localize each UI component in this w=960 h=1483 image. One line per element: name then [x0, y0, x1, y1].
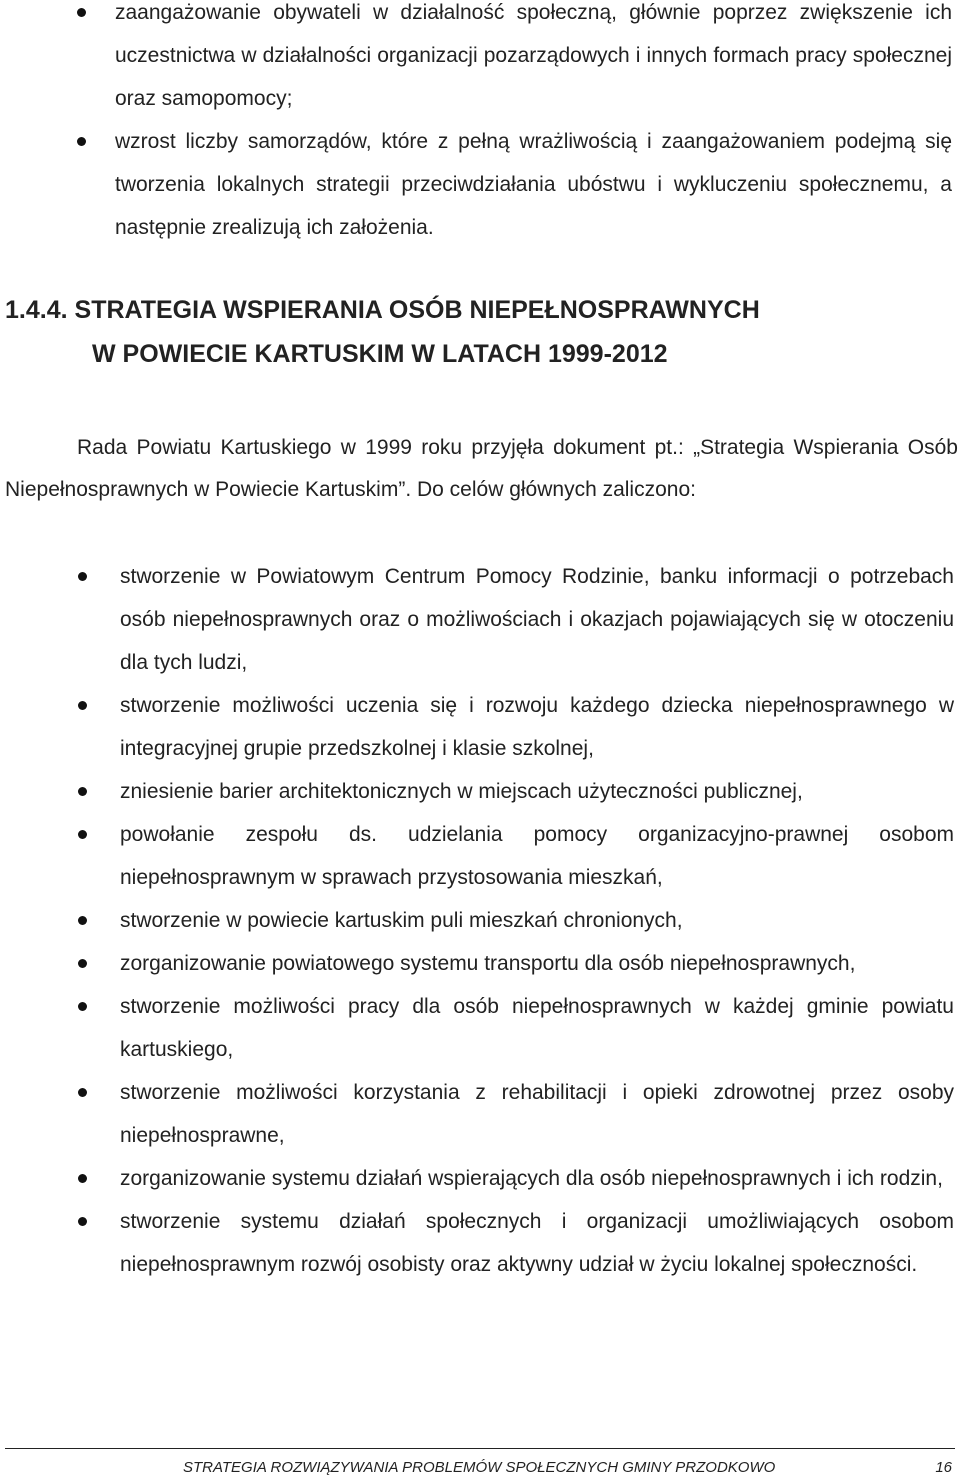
bullet-icon	[78, 1002, 87, 1011]
goals-bullet-list	[0, 555, 960, 1286]
paragraph-text: Rada Powiatu Kartuskiego w 1999 roku przyjęła dokument pt.: „Strategia Wspierania Osób Niepełnosprawnych w Powiecie Kartuskim”. Do celów głównych zaliczono:	[5, 436, 958, 501]
bullet-icon	[78, 830, 87, 839]
footer-title: STRATEGIA ROZWIĄZYWANIA PROBLEMÓW SPOŁECZNYCH GMINY PRZODKOWO	[183, 1459, 776, 1476]
list-item-text: stworzenie możliwości uczenia się i rozwoju każdego dziecka niepełnosprawnego w integracyjnej grupie przedszkolnej i klasie szkolnej,	[120, 694, 954, 760]
bullet-icon	[77, 137, 86, 146]
list-item	[120, 985, 954, 1071]
list-item	[120, 770, 954, 813]
list-item-text: zniesienie barier architektonicznych w miejscach użyteczności publicznej,	[120, 780, 803, 803]
list-item	[120, 813, 954, 899]
bullet-icon	[78, 787, 87, 796]
list-item-text: stworzenie systemu działań społecznych i organizacji umożliwiających osobom niepełnosprawnym rozwój osobisty oraz aktywny udział w życiu lokalnej społeczności.	[120, 1210, 954, 1276]
bullet-icon	[78, 916, 87, 925]
list-item	[120, 684, 954, 770]
list-item-text: stworzenie w powiecie kartuskim puli mieszkań chronionych,	[120, 909, 683, 932]
bullet-icon	[78, 959, 87, 968]
section-title-line2: W POWIECIE KARTUSKIM W LATACH 1999-2012	[92, 340, 668, 368]
bullet-icon	[78, 1217, 87, 1226]
bullet-icon	[77, 8, 86, 17]
list-item-text: stworzenie w Powiatowym Centrum Pomocy Rodzinie, banku informacji o potrzebach osób niepełnosprawnych oraz o możliwościach i okazjach pojawiających się w otoczeniu dla tych ludzi,	[120, 565, 954, 674]
bullet-icon	[78, 1088, 87, 1097]
list-item	[115, 120, 952, 249]
list-item-text: zorganizowanie powiatowego systemu transportu dla osób niepełnosprawnych,	[120, 952, 856, 975]
list-item	[120, 1157, 954, 1200]
list-item-text: stworzenie możliwości pracy dla osób niepełnosprawnych w każdej gminie powiatu kartuskiego,	[120, 995, 954, 1061]
list-item-text: zaangażowanie obywateli w działalność społeczną, głównie poprzez zwiększenie ich uczestnictwa w działalności organizacji pozarządowych i innych formach pracy społecznej oraz samopomocy;	[115, 1, 952, 110]
section-heading	[5, 288, 950, 376]
bullet-icon	[78, 572, 87, 581]
footer-divider	[5, 1448, 955, 1449]
section-number: 1.4.4.	[5, 296, 68, 324]
list-item	[115, 0, 952, 120]
bullet-icon	[78, 701, 87, 710]
page-number: 16	[935, 1459, 952, 1476]
list-item-text: zorganizowanie systemu działań wspierających dla osób niepełnosprawnych i ich rodzin,	[120, 1167, 943, 1190]
list-item	[120, 1071, 954, 1157]
list-item	[120, 1200, 954, 1286]
bullet-icon	[78, 1174, 87, 1183]
intro-paragraph	[5, 427, 958, 511]
list-item-text: wzrost liczby samorządów, które z pełną wrażliwością i zaangażowaniem podejmą się tworzenia lokalnych strategii przeciwdziałania ubóstwu i wykluczeniu społecznemu, a następnie zrealizują ich założenia.	[115, 130, 952, 239]
list-item	[120, 899, 954, 942]
list-item	[120, 555, 954, 684]
list-item	[120, 942, 954, 985]
section-title-line1: STRATEGIA WSPIERANIA OSÓB NIEPEŁNOSPRAWNYCH	[74, 296, 760, 324]
list-item-text: powołanie zespołu ds. udzielania pomocy organizacyjno-prawnej osobom niepełnosprawnym w sprawach przystosowania mieszkań,	[120, 823, 954, 889]
list-item-text: stworzenie możliwości korzystania z rehabilitacji i opieki zdrowotnej przez osoby niepełnosprawne,	[120, 1081, 954, 1147]
top-bullet-list	[0, 0, 960, 249]
